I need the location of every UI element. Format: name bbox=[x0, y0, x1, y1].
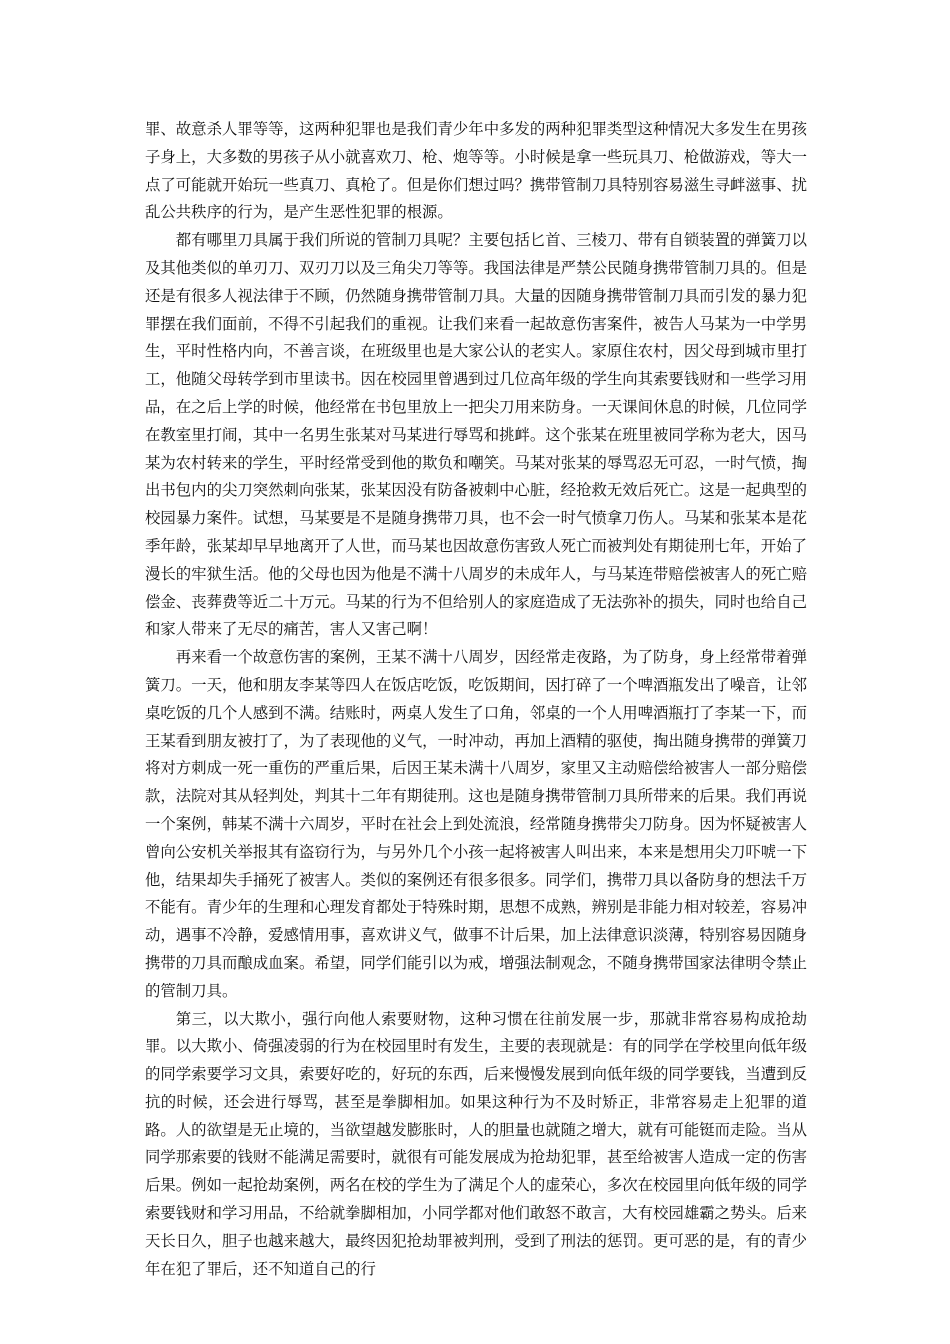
paragraph-3: 再来看一个故意伤害的案例，王某不满十八周岁，因经常走夜路，为了防身，身上经常带着弹簧刀。一天，他和朋友李某等四人在饭店吃饭，吃饭期间，因打碎了一个啤酒瓶发出了噪音，让邻桌吃饭的几个人感到不满。结账时，两桌人发生了口角，邻桌的一个人用啤酒瓶打了李某一下，而王某看到朋友被打了，为了表现他的义气，一时冲动，再加上酒精的驱使，掏出随身携带的弹簧刀将对方刺成一死一重伤的严重后果，后因王某未满十八周岁，家里又主动赔偿给被害人一部分赔偿款，法院对其从轻判处，判其十二年有期徒刑。这也是随身携带管制刀具所带来的后果。我们再说一个案例，韩某不满十六周岁，平时在社会上到处流浪，经常随身携带尖刀防身。因为怀疑被害人曾向公安机关举报其有盗窃行为，与另外几个小孩一起将被害人叫出来，本来是想用尖刀吓唬一下他，结果却失手捅死了被害人。类似的案例还有很多很多。同学们，携带刀具以备防身的想法千万不能有。青少年的生理和心理发育都处于特殊时期，思想不成熟，辨别是非能力相对较差，容易冲动，遇事不冷静，爱感情用事，喜欢讲义气，做事不计后果，加上法律意识淡薄，特别容易因随身携带的刀具而酿成血案。希望，同学们能引以为戒，增强法制观念，不随身携带国家法律明令禁止的管制刀具。 bbox=[145, 648, 807, 1000]
document-page bbox=[145, 116, 807, 1283]
paragraph-4: 第三，以大欺小，强行向他人索要财物，这种习惯在往前发展一步，那就非常容易构成抢劫罪。以大欺小、倚强凌弱的行为在校园里时有发生，主要的表现就是：有的同学在学校里向低年级的同学索要学习文具，索要好吃的，好玩的东西，后来慢慢发展到向低年级的同学要钱，当遭到反抗的时候，还会进行辱骂，甚至是拳脚相加。如果这种行为不及时矫正，非常容易走上犯罪的道路。人的欲望是无止境的，当欲望越发膨胀时，人的胆量也就随之增大，就有可能铤而走险。当从同学那索要的钱财不能满足需要时，就很有可能发展成为抢劫犯罪，甚至给被害人造成一定的伤害后果。例如一起抢劫案例，两名在校的学生为了满足个人的虚荣心，多次在校园里向低年级的同学索要钱财和学习用品，不给就拳脚相加，小同学都对他们敢怒不敢言，大有校园雄霸之势头。后来天长日久，胆子也越来越大，最终因犯抢劫罪被判刑，受到了刑法的惩罚。更可恶的是，有的青少年在犯了罪后，还不知道自己的行 bbox=[145, 1009, 807, 1278]
paragraph-1: 罪、故意杀人罪等等，这两种犯罪也是我们青少年中多发的两种犯罪类型这种情况大多发生在男孩子身上，大多数的男孩子从小就喜欢刀、枪、炮等等。小时候是拿一些玩具刀、枪做游戏，等大一点了可能就开始玩一些真刀、真枪了。但是你们想过吗？携带管制刀具特别容易滋生寻衅滋事、扰乱公共秩序的行为，是产生恶性犯罪的根源。 bbox=[145, 120, 807, 222]
paragraph-2: 都有哪里刀具属于我们所说的管制刀具呢？主要包括匕首、三棱刀、带有自锁装置的弹簧刀以及其他类似的单刃刀、双刃刀以及三角尖刀等等。我国法律是严禁公民随身携带管制刀具的。但是还是有很多人视法律于不顾，仍然随身携带管制刀具。大量的因随身携带管制刀具而引发的暴力犯罪摆在我们面前，不得不引起我们的重视。让我们来看一起故意伤害案件，被告人马某为一中学男生，平时性格内向，不善言谈，在班级里也是大家公认的老实人。家原住农村，因父母到城市里打工，他随父母转学到市里读书。因在校园里曾遇到过几位高年级的学生向其索要钱财和一些学习用品，在之后上学的时候，他经常在书包里放上一把尖刀用来防身。一天课间休息的时候，几位同学在教室里打闹，其中一名男生张某对马某进行辱骂和挑衅。这个张某在班里被同学称为老大，因马某为农村转来的学生，平时经常受到他的欺负和嘲笑。马某对张某的辱骂忍无可忍，一时气愤，掏出书包内的尖刀突然刺向张某，张某因没有防备被刺中心脏，经抢救无效后死亡。这是一起典型的校园暴力案件。试想，马某要是不是随身携带刀具，也不会一时气愤拿刀伤人。马某和张某本是花季年龄，张某却早早地离开了人世，而马某也因故意伤害致人死亡而被判处有期徒刑七年，开始了漫长的牢狱生活。他的父母也因为他是不满十八周岁的未成年人，与马某连带赔偿被害人的死亡赔偿金、丧葬费等近二十万元。马某的行为不但给别人的家庭造成了无法弥补的损失，同时也给自己和家人带来了无尽的痛苦，害人又害己啊！ bbox=[145, 231, 807, 639]
